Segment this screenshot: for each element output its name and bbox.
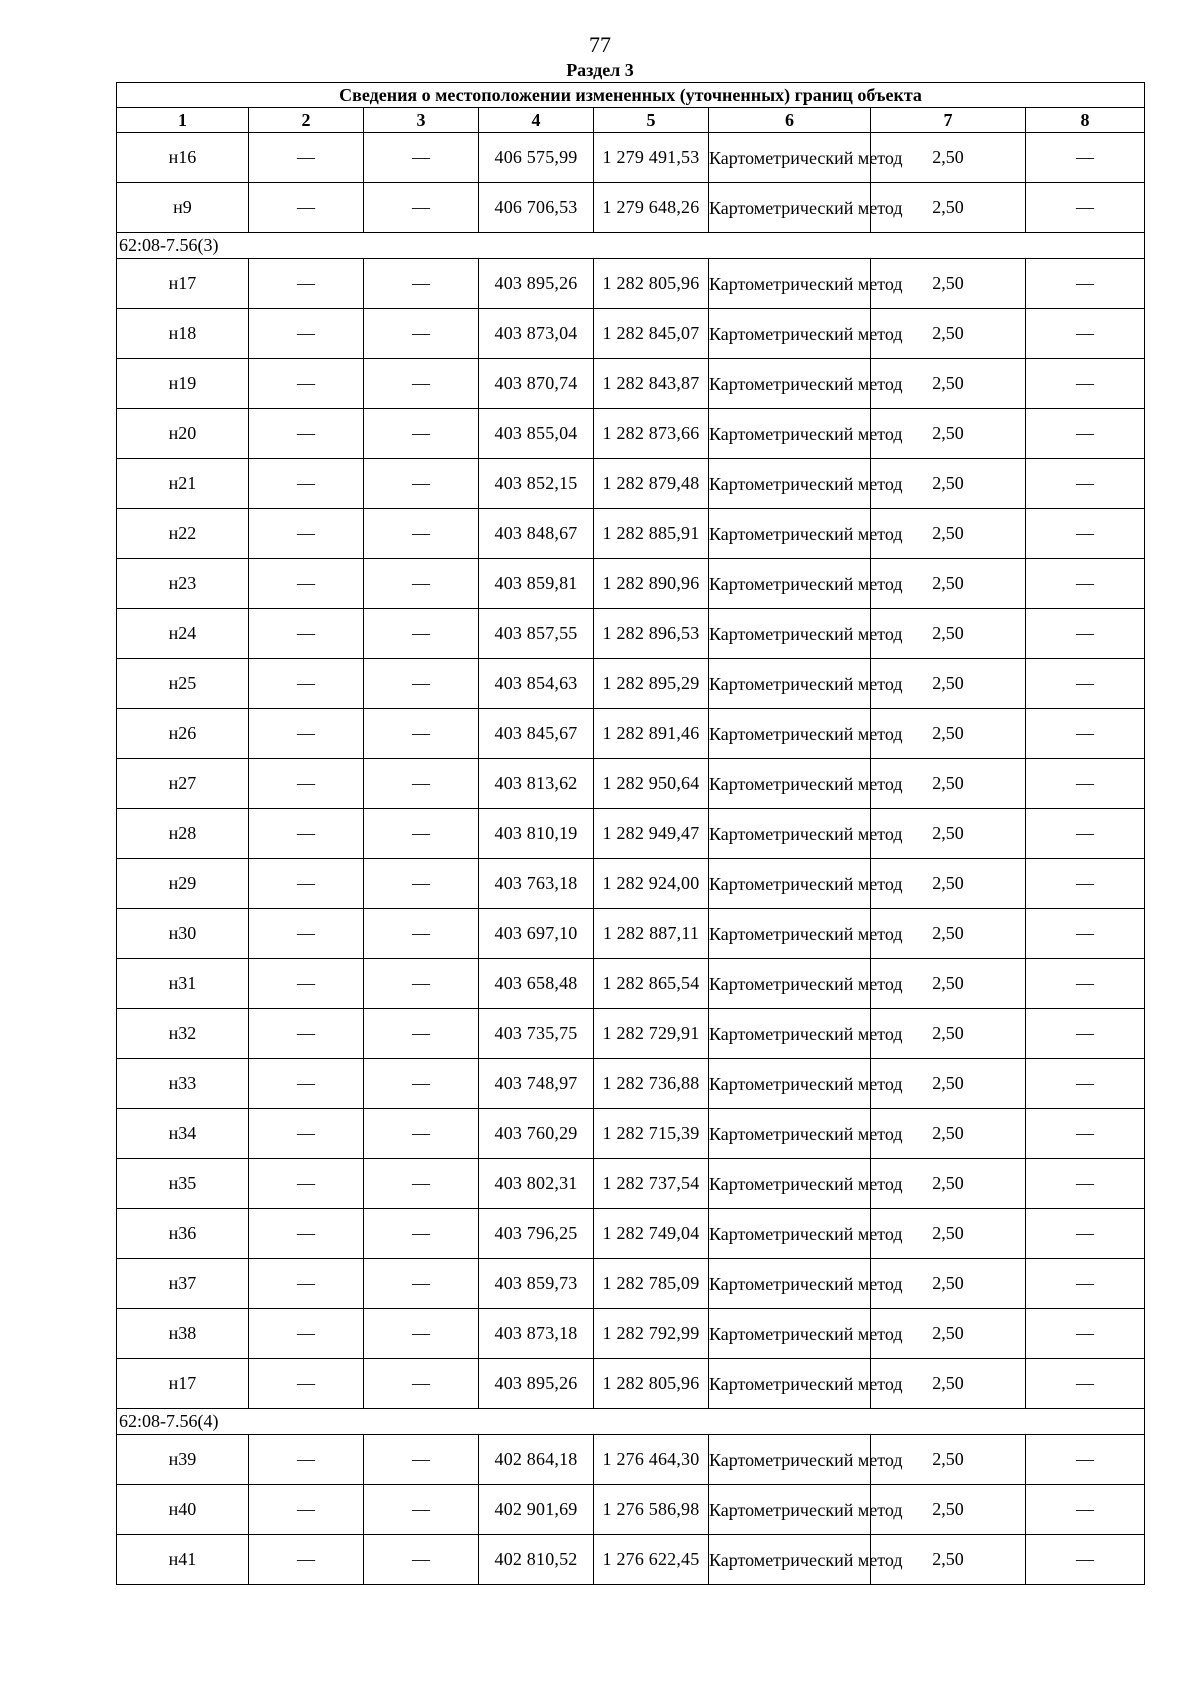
coordinate-y: 1 282 845,07: [594, 309, 709, 359]
point-number: н37: [117, 1259, 249, 1309]
point-number: н20: [117, 409, 249, 459]
point-number: н39: [117, 1435, 249, 1485]
accuracy-value: 2,50: [871, 1109, 1026, 1159]
table-row: [117, 1535, 1145, 1585]
column-2-value: —: [249, 859, 364, 909]
column-2-value: —: [249, 309, 364, 359]
column-header: 1: [117, 108, 249, 133]
column-3-value: —: [364, 1159, 479, 1209]
coordinate-y: 1 282 805,96: [594, 1359, 709, 1409]
point-number: н26: [117, 709, 249, 759]
coordinate-x: 406 575,99: [479, 133, 594, 183]
table-row: [117, 659, 1145, 709]
point-number: н17: [117, 259, 249, 309]
method-description: Картометрический метод: [709, 259, 871, 309]
column-8-value: —: [1026, 1259, 1145, 1309]
point-number: н21: [117, 459, 249, 509]
method-description: Картометрический метод: [709, 459, 871, 509]
column-header: 2: [249, 108, 364, 133]
column-8-value: —: [1026, 659, 1145, 709]
column-8-value: —: [1026, 1535, 1145, 1585]
coordinate-y: 1 276 586,98: [594, 1485, 709, 1535]
column-2-value: —: [249, 1309, 364, 1359]
column-header: 7: [871, 108, 1026, 133]
method-description: Картометрический метод: [709, 309, 871, 359]
column-8-value: —: [1026, 1009, 1145, 1059]
column-8-value: —: [1026, 1059, 1145, 1109]
column-3-value: —: [364, 809, 479, 859]
accuracy-value: 2,50: [871, 1309, 1026, 1359]
column-3-value: —: [364, 1209, 479, 1259]
column-2-value: —: [249, 1159, 364, 1209]
column-header: 6: [709, 108, 871, 133]
point-number: н23: [117, 559, 249, 609]
coordinate-y: 1 282 843,87: [594, 359, 709, 409]
column-2-value: —: [249, 709, 364, 759]
accuracy-value: 2,50: [871, 1209, 1026, 1259]
coordinate-y: 1 282 896,53: [594, 609, 709, 659]
method-description: Картометрический метод: [709, 609, 871, 659]
coordinate-x: 403 760,29: [479, 1109, 594, 1159]
coordinate-x: 403 852,15: [479, 459, 594, 509]
table-row: [117, 1359, 1145, 1409]
point-number: н28: [117, 809, 249, 859]
table-row: [117, 909, 1145, 959]
method-description: Картометрический метод: [709, 359, 871, 409]
column-2-value: —: [249, 1535, 364, 1585]
coordinate-y: 1 282 924,00: [594, 859, 709, 909]
column-8-value: —: [1026, 809, 1145, 859]
point-number: н17: [117, 1359, 249, 1409]
point-number: н9: [117, 183, 249, 233]
point-number: н30: [117, 909, 249, 959]
column-8-value: —: [1026, 1485, 1145, 1535]
column-header: 5: [594, 108, 709, 133]
coordinate-x: 403 873,04: [479, 309, 594, 359]
table-body: [117, 133, 1145, 1585]
coordinate-x: 403 810,19: [479, 809, 594, 859]
method-description: Картометрический метод: [709, 1535, 871, 1585]
column-3-value: —: [364, 1485, 479, 1535]
method-description: Картометрический метод: [709, 759, 871, 809]
point-number: н35: [117, 1159, 249, 1209]
point-number: н24: [117, 609, 249, 659]
point-number: н34: [117, 1109, 249, 1159]
method-description: Картометрический метод: [709, 133, 871, 183]
accuracy-value: 2,50: [871, 1259, 1026, 1309]
column-3-value: —: [364, 1009, 479, 1059]
point-number: н32: [117, 1009, 249, 1059]
column-2-value: —: [249, 1259, 364, 1309]
column-2-value: —: [249, 409, 364, 459]
column-8-value: —: [1026, 309, 1145, 359]
table-row: [117, 809, 1145, 859]
method-description: Картометрический метод: [709, 1109, 871, 1159]
coordinate-x: 403 763,18: [479, 859, 594, 909]
column-2-value: —: [249, 1059, 364, 1109]
column-2-value: —: [249, 1435, 364, 1485]
accuracy-value: 2,50: [871, 1435, 1026, 1485]
coordinate-y: 1 282 885,91: [594, 509, 709, 559]
coordinate-x: 402 901,69: [479, 1485, 594, 1535]
column-2-value: —: [249, 809, 364, 859]
column-3-value: —: [364, 859, 479, 909]
column-2-value: —: [249, 1009, 364, 1059]
method-description: Картометрический метод: [709, 1059, 871, 1109]
coordinate-x: 403 848,67: [479, 509, 594, 559]
point-number: н38: [117, 1309, 249, 1359]
column-3-value: —: [364, 1435, 479, 1485]
coordinate-x: 403 857,55: [479, 609, 594, 659]
column-2-value: —: [249, 959, 364, 1009]
column-3-value: —: [364, 309, 479, 359]
point-number: н29: [117, 859, 249, 909]
point-number: н27: [117, 759, 249, 809]
table-row: [117, 1159, 1145, 1209]
coordinate-y: 1 279 491,53: [594, 133, 709, 183]
coordinate-x: 403 845,67: [479, 709, 594, 759]
coordinate-y: 1 282 785,09: [594, 1259, 709, 1309]
point-number: н40: [117, 1485, 249, 1535]
column-8-value: —: [1026, 1435, 1145, 1485]
coordinate-y: 1 282 715,39: [594, 1109, 709, 1159]
column-3-value: —: [364, 659, 479, 709]
method-description: Картометрический метод: [709, 1359, 871, 1409]
table-row: [117, 459, 1145, 509]
group-row: [117, 233, 1145, 259]
column-2-value: —: [249, 909, 364, 959]
column-number-row: [117, 108, 1145, 133]
coordinate-x: 406 706,53: [479, 183, 594, 233]
table-row: [117, 1435, 1145, 1485]
column-8-value: —: [1026, 1159, 1145, 1209]
column-8-value: —: [1026, 859, 1145, 909]
column-3-value: —: [364, 559, 479, 609]
method-description: Картометрический метод: [709, 1009, 871, 1059]
coordinate-x: 403 658,48: [479, 959, 594, 1009]
column-2-value: —: [249, 1109, 364, 1159]
column-2-value: —: [249, 1485, 364, 1535]
column-3-value: —: [364, 1359, 479, 1409]
accuracy-value: 2,50: [871, 259, 1026, 309]
coordinate-x: 403 802,31: [479, 1159, 594, 1209]
accuracy-value: 2,50: [871, 709, 1026, 759]
accuracy-value: 2,50: [871, 809, 1026, 859]
coordinate-x: 403 859,81: [479, 559, 594, 609]
table-row: [117, 1309, 1145, 1359]
table-row: [117, 309, 1145, 359]
accuracy-value: 2,50: [871, 409, 1026, 459]
column-3-value: —: [364, 709, 479, 759]
coordinate-y: 1 282 737,54: [594, 1159, 709, 1209]
table-row: [117, 1485, 1145, 1535]
column-8-value: —: [1026, 1309, 1145, 1359]
column-8-value: —: [1026, 459, 1145, 509]
accuracy-value: 2,50: [871, 509, 1026, 559]
column-8-value: —: [1026, 133, 1145, 183]
accuracy-value: 2,50: [871, 359, 1026, 409]
section-title: Раздел 3: [566, 60, 634, 80]
method-description: Картометрический метод: [709, 959, 871, 1009]
table-row: [117, 259, 1145, 309]
coordinate-y: 1 282 805,96: [594, 259, 709, 309]
column-2-value: —: [249, 459, 364, 509]
coordinate-y: 1 276 622,45: [594, 1535, 709, 1585]
point-number: н19: [117, 359, 249, 409]
column-3-value: —: [364, 459, 479, 509]
column-2-value: —: [249, 759, 364, 809]
method-description: Картометрический метод: [709, 509, 871, 559]
column-header: 8: [1026, 108, 1145, 133]
column-3-value: —: [364, 1535, 479, 1585]
accuracy-value: 2,50: [871, 1535, 1026, 1585]
column-8-value: —: [1026, 259, 1145, 309]
coordinate-y: 1 282 749,04: [594, 1209, 709, 1259]
column-3-value: —: [364, 959, 479, 1009]
method-description: Картометрический метод: [709, 809, 871, 859]
column-8-value: —: [1026, 183, 1145, 233]
coordinate-x: 403 796,25: [479, 1209, 594, 1259]
column-2-value: —: [249, 1209, 364, 1259]
column-8-value: —: [1026, 909, 1145, 959]
table-row: [117, 759, 1145, 809]
point-number: н33: [117, 1059, 249, 1109]
column-3-value: —: [364, 409, 479, 459]
method-description: Картометрический метод: [709, 659, 871, 709]
column-3-value: —: [364, 1309, 479, 1359]
method-description: Картометрический метод: [709, 1485, 871, 1535]
coordinate-x: 403 859,73: [479, 1259, 594, 1309]
coordinate-y: 1 276 464,30: [594, 1435, 709, 1485]
column-3-value: —: [364, 509, 479, 559]
column-2-value: —: [249, 1359, 364, 1409]
method-description: Картометрический метод: [709, 1209, 871, 1259]
column-8-value: —: [1026, 559, 1145, 609]
column-8-value: —: [1026, 359, 1145, 409]
coordinate-y: 1 282 950,64: [594, 759, 709, 809]
point-number: н18: [117, 309, 249, 359]
table-title: Сведения о местоположении измененных (уточненных) границ объекта: [117, 83, 1145, 108]
coordinate-y: 1 282 873,66: [594, 409, 709, 459]
table-row: [117, 409, 1145, 459]
accuracy-value: 2,50: [871, 133, 1026, 183]
column-2-value: —: [249, 509, 364, 559]
coordinate-y: 1 282 887,11: [594, 909, 709, 959]
accuracy-value: 2,50: [871, 1009, 1026, 1059]
column-3-value: —: [364, 1059, 479, 1109]
column-8-value: —: [1026, 509, 1145, 559]
coordinate-y: 1 282 891,46: [594, 709, 709, 759]
accuracy-value: 2,50: [871, 759, 1026, 809]
table-row: [117, 133, 1145, 183]
coordinate-y: 1 282 890,96: [594, 559, 709, 609]
accuracy-value: 2,50: [871, 459, 1026, 509]
method-description: Картометрический метод: [709, 183, 871, 233]
coordinate-y: 1 282 792,99: [594, 1309, 709, 1359]
column-2-value: —: [249, 559, 364, 609]
coordinate-x: 403 748,97: [479, 1059, 594, 1109]
column-8-value: —: [1026, 409, 1145, 459]
point-number: н16: [117, 133, 249, 183]
method-description: Картометрический метод: [709, 1435, 871, 1485]
coordinate-x: 402 810,52: [479, 1535, 594, 1585]
column-2-value: —: [249, 359, 364, 409]
coordinate-x: 403 895,26: [479, 1359, 594, 1409]
point-number: н22: [117, 509, 249, 559]
column-8-value: —: [1026, 759, 1145, 809]
coordinate-y: 1 279 648,26: [594, 183, 709, 233]
group-row: [117, 1409, 1145, 1435]
boundary-coordinates-table: [116, 82, 1145, 1585]
method-description: Картометрический метод: [709, 1259, 871, 1309]
accuracy-value: 2,50: [871, 183, 1026, 233]
coordinate-y: 1 282 865,54: [594, 959, 709, 1009]
accuracy-value: 2,50: [871, 659, 1026, 709]
coordinate-x: 403 855,04: [479, 409, 594, 459]
coordinate-x: 403 870,74: [479, 359, 594, 409]
column-8-value: —: [1026, 609, 1145, 659]
table-row: [117, 1009, 1145, 1059]
column-3-value: —: [364, 609, 479, 659]
coordinate-y: 1 282 949,47: [594, 809, 709, 859]
accuracy-value: 2,50: [871, 1159, 1026, 1209]
column-8-value: —: [1026, 1209, 1145, 1259]
method-description: Картометрический метод: [709, 409, 871, 459]
point-number: н41: [117, 1535, 249, 1585]
group-label: 62:08-7.56(3): [117, 233, 1145, 259]
group-label: 62:08-7.56(4): [117, 1409, 1145, 1435]
method-description: Картометрический метод: [709, 559, 871, 609]
method-description: Картометрический метод: [709, 909, 871, 959]
column-3-value: —: [364, 259, 479, 309]
coordinate-x: 403 735,75: [479, 1009, 594, 1059]
coordinate-y: 1 282 729,91: [594, 1009, 709, 1059]
coordinate-x: 403 873,18: [479, 1309, 594, 1359]
column-2-value: —: [249, 259, 364, 309]
accuracy-value: 2,50: [871, 559, 1026, 609]
table-row: [117, 709, 1145, 759]
column-3-value: —: [364, 183, 479, 233]
coordinate-x: 403 697,10: [479, 909, 594, 959]
coordinate-y: 1 282 895,29: [594, 659, 709, 709]
table-row: [117, 1209, 1145, 1259]
table-row: [117, 859, 1145, 909]
coordinate-x: 403 813,62: [479, 759, 594, 809]
table-row: [117, 1109, 1145, 1159]
method-description: Картометрический метод: [709, 859, 871, 909]
point-number: н36: [117, 1209, 249, 1259]
coordinate-x: 403 854,63: [479, 659, 594, 709]
table-row: [117, 559, 1145, 609]
method-description: Картометрический метод: [709, 709, 871, 759]
method-description: Картометрический метод: [709, 1159, 871, 1209]
accuracy-value: 2,50: [871, 1359, 1026, 1409]
column-2-value: —: [249, 609, 364, 659]
accuracy-value: 2,50: [871, 959, 1026, 1009]
point-number: н25: [117, 659, 249, 709]
table-row: [117, 1259, 1145, 1309]
column-header: 4: [479, 108, 594, 133]
point-number: н31: [117, 959, 249, 1009]
column-3-value: —: [364, 133, 479, 183]
accuracy-value: 2,50: [871, 859, 1026, 909]
table-row: [117, 609, 1145, 659]
column-8-value: —: [1026, 1109, 1145, 1159]
accuracy-value: 2,50: [871, 1485, 1026, 1535]
column-2-value: —: [249, 183, 364, 233]
column-3-value: —: [364, 1259, 479, 1309]
coordinate-x: 403 895,26: [479, 259, 594, 309]
coordinate-y: 1 282 736,88: [594, 1059, 709, 1109]
column-8-value: —: [1026, 1359, 1145, 1409]
accuracy-value: 2,50: [871, 309, 1026, 359]
table-row: [117, 1059, 1145, 1109]
page-number: 77: [589, 32, 611, 57]
column-3-value: —: [364, 759, 479, 809]
column-3-value: —: [364, 1109, 479, 1159]
coordinate-x: 402 864,18: [479, 1435, 594, 1485]
column-8-value: —: [1026, 709, 1145, 759]
table-row: [117, 359, 1145, 409]
column-2-value: —: [249, 659, 364, 709]
column-8-value: —: [1026, 959, 1145, 1009]
table-row: [117, 959, 1145, 1009]
column-3-value: —: [364, 909, 479, 959]
column-2-value: —: [249, 133, 364, 183]
column-header: 3: [364, 108, 479, 133]
method-description: Картометрический метод: [709, 1309, 871, 1359]
table-row: [117, 183, 1145, 233]
table-row: [117, 509, 1145, 559]
accuracy-value: 2,50: [871, 909, 1026, 959]
column-3-value: —: [364, 359, 479, 409]
coordinate-y: 1 282 879,48: [594, 459, 709, 509]
accuracy-value: 2,50: [871, 609, 1026, 659]
accuracy-value: 2,50: [871, 1059, 1026, 1109]
